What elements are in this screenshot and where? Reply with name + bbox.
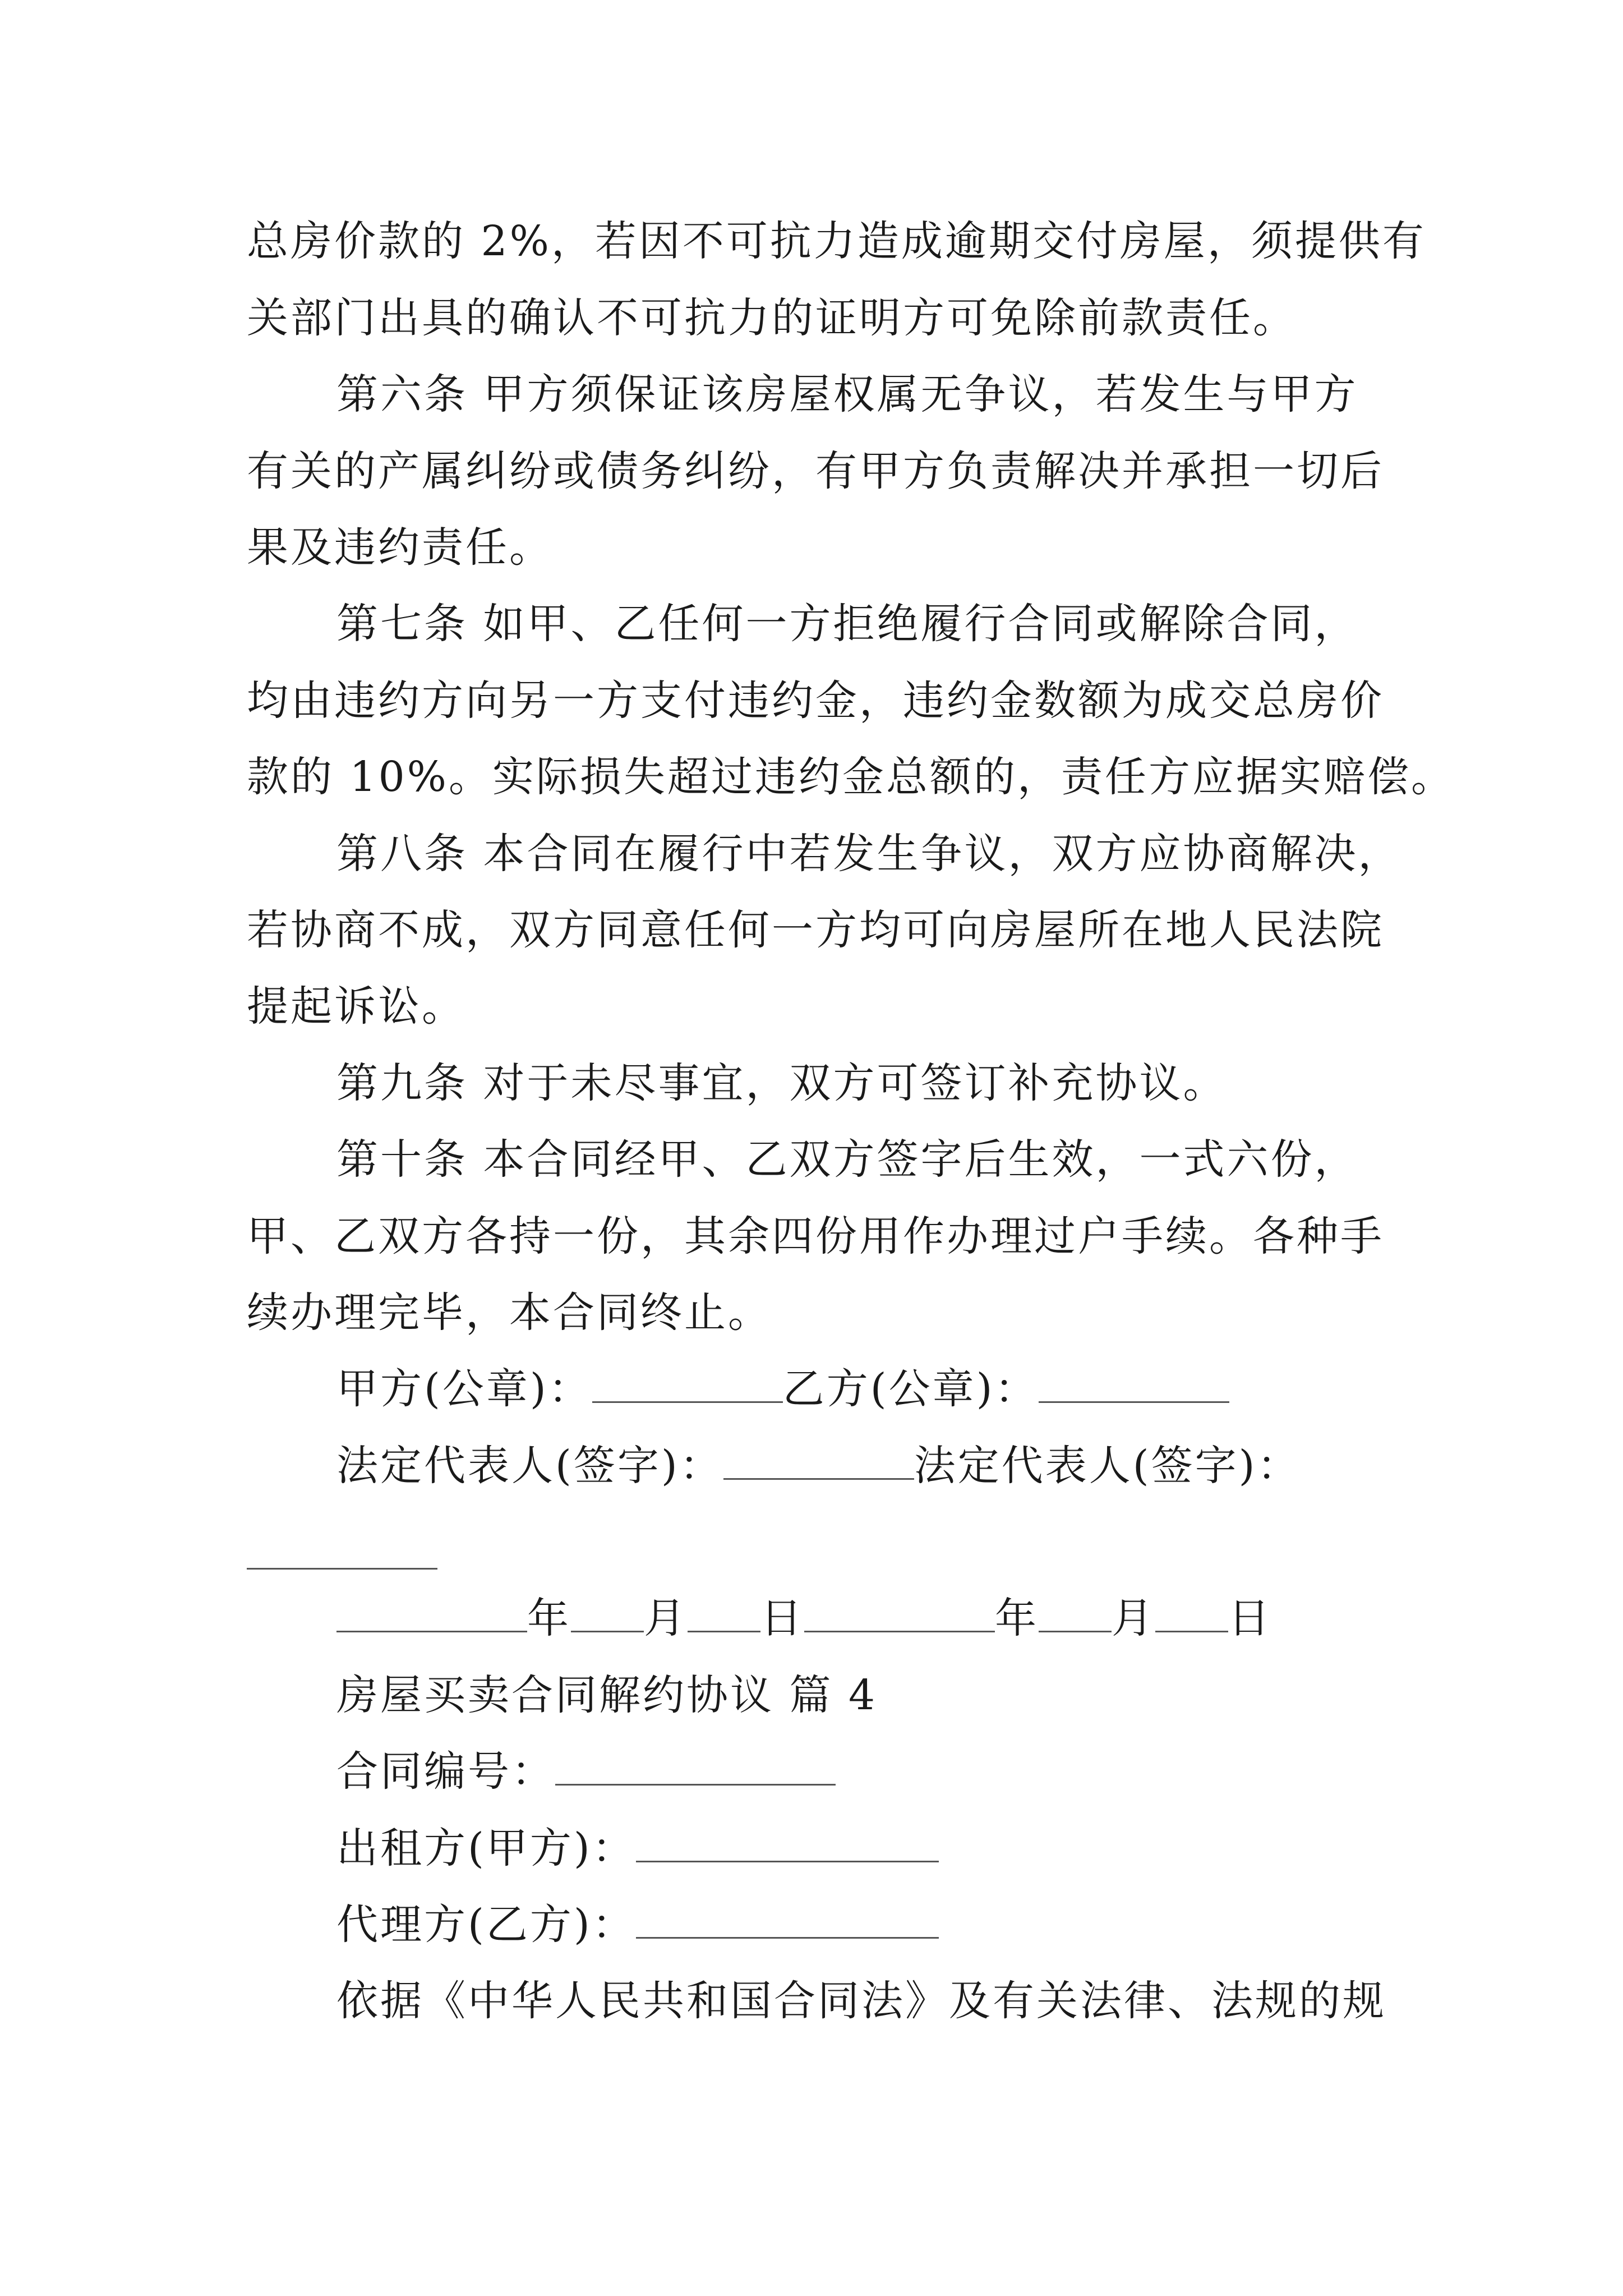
- article-8-line-1: 第八条 本合同在履行中若发生争议，双方应协商解决，: [336, 830, 1402, 878]
- agent-blank[interactable]: [636, 1898, 939, 1939]
- legal-rep-a-blank[interactable]: [723, 1439, 914, 1480]
- agent-line: [336, 1894, 939, 1955]
- article-7-line-3: 款的 10%。实际损失超过违约金总额的，责任方应据实赔偿。: [247, 753, 1455, 801]
- basis-line: 依据《中华人民共和国合同法》及有关法律、法规的规: [336, 1977, 1386, 2025]
- lessor-label: 出租方(甲方)：: [336, 1824, 636, 1872]
- party-b-seal-label: 乙方(公章)：: [782, 1365, 1039, 1413]
- article-10-line-1: 第十条 本合同经甲、乙双方签字后生效，一式六份，: [336, 1135, 1358, 1184]
- party-a-seal-label: 甲方(公章)：: [336, 1365, 592, 1413]
- article-10-line-2: 甲、乙双方各持一份，其余四份用作办理过户手续。各种手: [247, 1212, 1384, 1260]
- date-a-day-blank[interactable]: [688, 1591, 760, 1632]
- lessor-line: [336, 1818, 939, 1879]
- article-9-line-1: 第九条 对于未尽事宜，双方可签订补充协议。: [336, 1059, 1227, 1107]
- body-line-2: 关部门出具的确认不可抗力的证明方可免除前款责任。: [247, 294, 1297, 342]
- article-8-line-3: 提起诉讼。: [247, 982, 465, 1030]
- date-b-month-blank[interactable]: [1039, 1591, 1112, 1632]
- date-b-year-blank[interactable]: [804, 1591, 995, 1632]
- article-6-line-1: 第六条 甲方须保证该房屋权属无争议，若发生与甲方: [336, 370, 1358, 418]
- agent-label: 代理方(乙方)：: [336, 1901, 636, 1949]
- date-a-year-blank[interactable]: [336, 1591, 527, 1632]
- article-7-line-2: 均由违约方向另一方支付违约金，违约金数额为成交总房价: [247, 677, 1384, 725]
- day-label-a: 日: [760, 1594, 804, 1642]
- legal-rep-b-label: 法定代表人(签字)：: [914, 1442, 1301, 1490]
- legal-rep-line: [336, 1435, 1301, 1497]
- party-b-seal-blank[interactable]: [1039, 1362, 1229, 1403]
- date-b-day-blank[interactable]: [1155, 1591, 1228, 1632]
- day-label-b: 日: [1228, 1594, 1272, 1642]
- body-line-1: 总房价款的 2%，若因不可抗力造成逾期交付房屋，须提供有: [247, 217, 1426, 265]
- lessor-blank[interactable]: [636, 1821, 939, 1862]
- month-label-a: 月: [644, 1594, 688, 1642]
- party-a-seal-blank[interactable]: [592, 1362, 783, 1403]
- year-label-b: 年: [995, 1594, 1039, 1642]
- contract-no-line: [336, 1741, 836, 1802]
- article-10-line-3: 续办理完毕，本合同终止。: [247, 1289, 772, 1337]
- date-a-month-blank[interactable]: [571, 1591, 644, 1632]
- month-label-b: 月: [1112, 1594, 1155, 1642]
- contract-no-blank[interactable]: [555, 1745, 836, 1786]
- article-6-line-2: 有关的产属纠纷或债务纠纷，有甲方负责解决并承担一切后: [247, 447, 1384, 495]
- section-title: 房屋买卖合同解约协议 篇 4: [336, 1671, 878, 1719]
- seal-line: [336, 1358, 1229, 1420]
- date-line: [336, 1588, 1272, 1649]
- article-8-line-2: 若协商不成，双方同意任何一方均可向房屋所在地人民法院: [247, 906, 1384, 954]
- contract-no-label: 合同编号：: [336, 1747, 555, 1796]
- article-7-line-1: 第七条 如甲、乙任何一方拒绝履行合同或解除合同，: [336, 600, 1358, 648]
- year-label-a: 年: [527, 1594, 571, 1642]
- legal-rep-b-blank[interactable]: [247, 1568, 437, 1570]
- article-6-line-3: 果及违约责任。: [247, 523, 553, 572]
- legal-rep-a-label: 法定代表人(签字)：: [336, 1442, 723, 1490]
